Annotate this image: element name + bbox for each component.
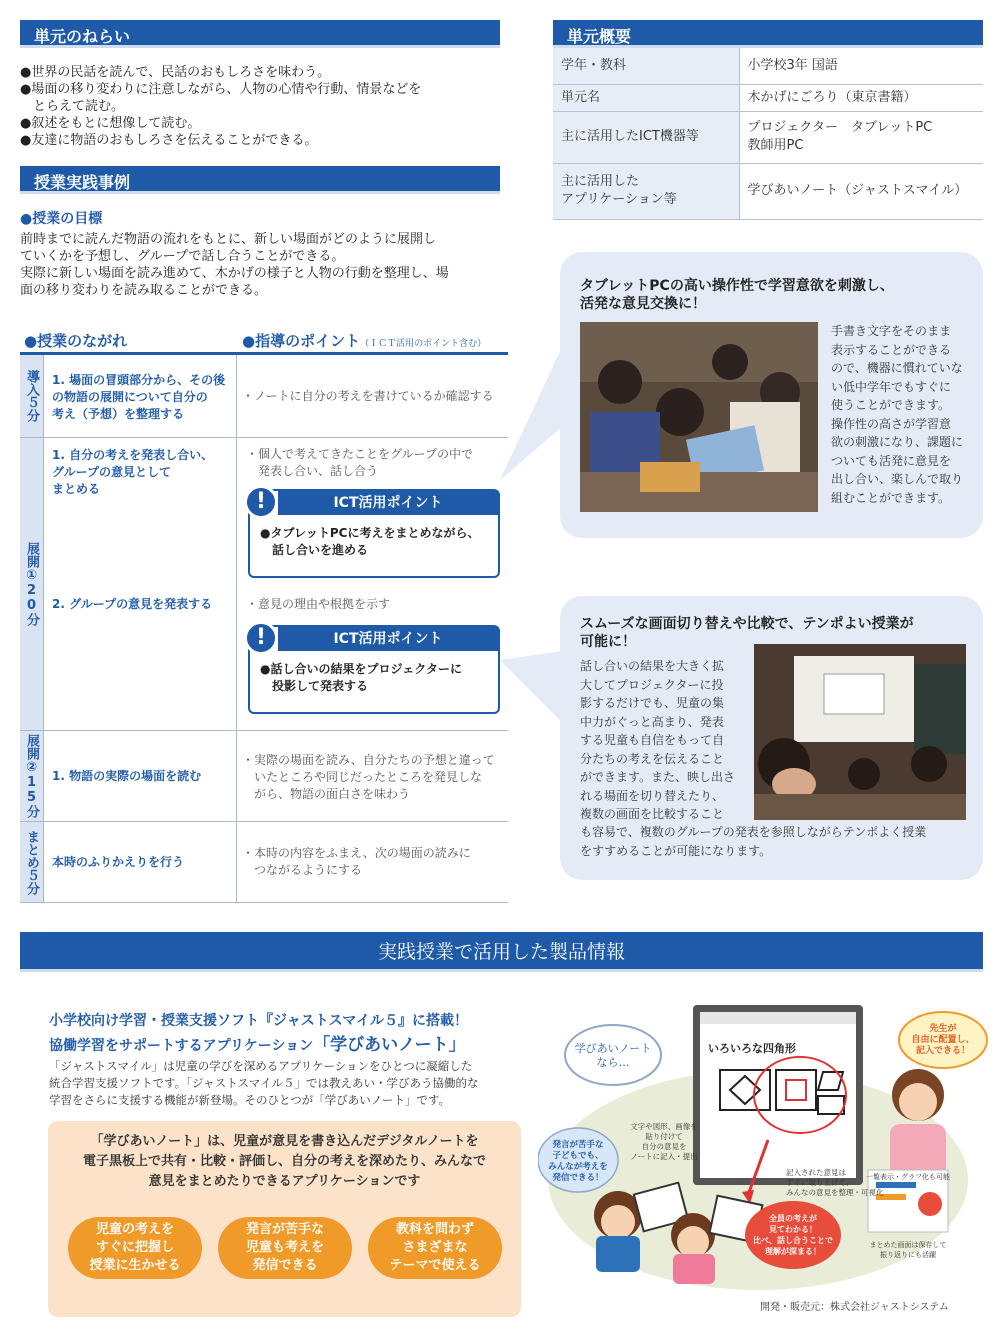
product-description: 「ジャストスマイル」は児童の学びを深めるアプリケーションをひとつに凝縮した 統合学習支援ソフトです。「ジャストスマイル５」では教えあい・学びあう協働的な 学習をさらに支援する機能が新登場。そのひとつが「学びあいノート」です。 — [49, 1059, 479, 1107]
projector-classroom-photo — [754, 644, 966, 820]
stage-label: 展開②15分 — [20, 731, 44, 821]
student-note: 発言が苦手な 子どもでも、 みんなが考えを 発信できる！ — [548, 1140, 608, 1183]
aims-heading: 単元のねらい — [20, 20, 500, 48]
bubble-tablet-title: タブレットPCの高い操作性で学習意欲を刺激し、 活発な意見交換に！ — [580, 278, 894, 312]
exclamation-icon: ! — [244, 485, 278, 519]
goal-line: 面の移り変わりを読み取ることができる。 — [20, 283, 268, 298]
ict-point-box — [248, 625, 500, 714]
goal-heading: ●授業の目標 — [20, 211, 103, 227]
stage-label: まとめ５分 — [20, 822, 44, 902]
overview-key: 主に活用した アプリケーション等 — [553, 163, 739, 219]
bubble-projector-text: 話し合いの結果を大きく拡 大してプロジェクターに投 影するだけでも、児童の集 中力がぐっと高まり、発表 する児童も自信をもって自 分たちの考えを伝えること ができます。また、映し出さ れる場面を切り替えたり、 複数の画面を比較すること — [580, 659, 736, 821]
point-2a: ・個人で考えてきたことをグループの中で 発表し合い、話し合う — [246, 447, 474, 478]
aim-item: ●場面の移り変わりに注意しながら、人物の心情や行動、情景などを — [20, 82, 422, 97]
product-headline-2b: 「学びあいノート」 — [313, 1035, 466, 1055]
overview-key: 主に活用したICT機器等 — [553, 111, 739, 163]
activity-3: 1. 物語の実際の場面を読む — [52, 769, 202, 783]
overview-value: 木かげにごろり（東京書籍） — [739, 84, 983, 111]
point-2b: ・意見の理由や根拠を示す — [246, 597, 391, 611]
product-headline-2a: 協働学習をサポートするアプリケーション — [49, 1038, 314, 1054]
overview-table — [553, 48, 983, 220]
illus-save-note: まとめた画面は保存して 振り返りにも活躍 — [869, 1241, 947, 1259]
overview-value: プロジェクター タブレットPC 教師用PC — [739, 111, 983, 163]
activity-2a: 1. 自分の考えを発表し合い、 グループの意見として まとめる — [52, 448, 214, 496]
bubble-projector-text-tail: も容易で、複数のグループの発表を参照しながらテンポよく授業 をすすめることが可能になります。 — [580, 825, 927, 858]
points-heading — [242, 330, 486, 351]
point-1: ・ノートに自分の考えを書けているか確認する — [242, 389, 494, 403]
illus-note-2: 記入された意見は すぐに取り上げて、 みんなの意見を整理・可視化 — [786, 1168, 884, 1197]
illus-screen-caption: 一覧表示・グラフ化も可能 — [866, 1173, 950, 1181]
goal-line: ていくかを予想し、グループで話し合うことができる。 — [20, 249, 345, 264]
goal-text — [20, 231, 510, 299]
manabiai-summary-text: 「学びあいノート」は、児童が意見を書き込んだデジタルノートを 電子黒板上で共有・比較・評価し、自分の考えを深めたり、みんなで 意見をまとめたりできるアプリケーションです — [82, 1134, 486, 1189]
feature-circle: 教科を問わず さまざまな テーマで使える — [368, 1217, 502, 1279]
product-headline-1: 小学校向け学習・授業支援ソフト『ジャストスマイル５』に搭載！ — [49, 1013, 469, 1029]
illus-note-1: 文字や図形、画像を 貼り付けて 自分の意見を ノートに記入・提出 — [630, 1122, 698, 1161]
aim-item: ●世界の民話を読んで、民話のおもしろさを味わう。 — [20, 65, 331, 80]
illus-red-badge: 全員の考えが 見てわかる！ 比べ、話し合うことで 理解が深まる！ — [753, 1214, 833, 1256]
flow-column-divider — [236, 355, 237, 903]
ict-point-label: ICT活用ポイント — [278, 491, 498, 515]
goal-line: 前時までに読んだ物語の流れをもとに、新しい場面がどのように展開し — [20, 232, 437, 247]
ict-point-text: ●タブレットPCに考えをまとめながら、 話し合いを進める — [260, 526, 480, 557]
tablet-photo-image — [580, 322, 818, 512]
illus-bubble-text: 学びあいノート なら… — [574, 1042, 652, 1069]
tablet-classroom-photo — [580, 322, 818, 512]
ict-point-box — [248, 489, 500, 578]
teacher-note: 先生が 自由に配置し、 記入できる！ — [911, 1024, 975, 1056]
board-title: いろいろな四角形 — [708, 1042, 796, 1055]
overview-key: 単元名 — [553, 84, 739, 111]
flow-heading: ●授業のながれ — [24, 332, 128, 350]
practice-heading: 授業実践事例 — [20, 166, 500, 194]
overview-value: 小学校3年 国語 — [739, 48, 983, 84]
feature-circle: 児童の考えを すぐに把握し 授業に生かせる — [68, 1217, 202, 1279]
stage-label: 展開①20分 — [20, 438, 44, 730]
activity-1: 1. 場面の冒頭部分から、その後 の物語の展開について自分の 考え（予想）を整理する — [52, 373, 226, 421]
points-heading-note: （ＩＣＴ活用のポイント含む） — [360, 339, 487, 349]
aim-item: とらえて読む。 — [20, 99, 125, 114]
feature-circle: 発言が苦手な 児童も考えを 発信できる — [218, 1217, 352, 1279]
activity-4: 本時のふりかえりを行う — [52, 855, 185, 869]
ict-point-text: ●話し合いの結果をプロジェクターに 投影して発表する — [260, 662, 462, 693]
aims-list — [20, 64, 510, 149]
manabiai-illustration — [538, 1000, 990, 1290]
product-info-bar: 実践授業で活用した製品情報 — [20, 932, 983, 972]
ict-point-label: ICT活用ポイント — [278, 627, 498, 651]
stage-label: 導入５分 — [20, 355, 44, 437]
aim-item: ●叙述をもとに想像して読む。 — [20, 116, 201, 131]
overview-heading: 単元概要 — [553, 20, 983, 48]
activity-2b: 2. グループの意見を発表する — [52, 597, 213, 611]
bubble-projector-title: スムーズな画面切り替えや比較で、テンポよい授業が 可能に！ — [580, 616, 914, 650]
projector-photo-image — [754, 644, 966, 820]
bubble-tablet-text: 手書き文字をそのまま 表示することができる ので、機器に慣れていな い低中学年でもすぐに 使うことができます。 操作性の高さが学習意 欲の刺激になり、課題に ついても活発に意見を 出し合い、楽しんで取り 組むことができます。 — [831, 324, 964, 505]
points-heading-text: ●指導のポイント — [242, 332, 361, 350]
overview-value: 学びあいノート（ジャストスマイル） — [739, 163, 983, 219]
aim-item: ●友達に物語のおもしろさを伝えることができる。 — [20, 133, 318, 148]
product-headline-2 — [49, 1030, 466, 1055]
point-4: ・本時の内容をふまえ、次の場面の読みに つながるようにする — [242, 846, 471, 877]
point-3: ・実際の場面を読み、自分たちの予想と違って いたところや同じだったところを発見しな がら、物語の面白さを味わう — [242, 753, 495, 801]
maker-credit: 開発・販売元：株式会社ジャストシステム — [760, 1302, 949, 1313]
exclamation-icon: ! — [244, 621, 278, 655]
overview-key: 学年・教科 — [553, 48, 739, 84]
goal-line: 実際に新しい場面を読み進めて、木かげの様子と人物の行動を整理し、場 — [20, 266, 449, 281]
